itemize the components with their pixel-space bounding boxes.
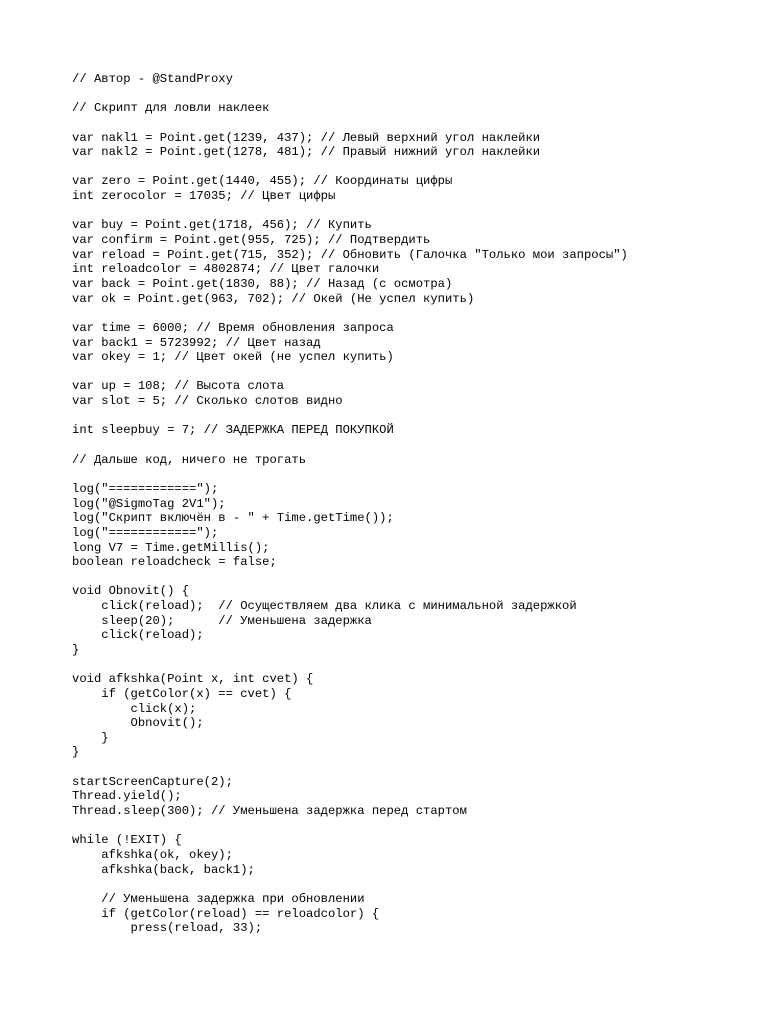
- code-line: boolean reloadcheck = false;: [72, 555, 277, 570]
- code-line: void afkshka(Point x, int cvet) {: [72, 672, 314, 687]
- blank-line: [72, 204, 628, 219]
- blank-line: [72, 365, 628, 380]
- code-line: void Obnovit() {: [72, 584, 190, 599]
- code-line: afkshka(back, back1);: [72, 862, 255, 877]
- code-line: click(reload); // Осуществляем два клика с минимальной задержкой: [72, 599, 577, 614]
- code-line: }: [72, 745, 80, 760]
- code-line: }: [72, 642, 80, 657]
- code-line: var nakl2 = Point.get(1278, 481); // Правый нижний угол наклейки: [72, 145, 541, 160]
- blank-line: [72, 306, 628, 321]
- blank-line: [72, 160, 628, 175]
- blank-line: [72, 409, 628, 424]
- blank-line: [72, 760, 628, 775]
- code-line: click(reload);: [72, 628, 204, 643]
- code-line: var buy = Point.get(1718, 456); // Купить: [72, 218, 372, 233]
- code-block: [72, 72, 628, 936]
- code-line: var reload = Point.get(715, 352); // Обновить (Галочка "Только мои запросы"): [72, 247, 628, 262]
- code-line: // Скрипт для ловли наклеек: [72, 101, 270, 116]
- code-line: var zero = Point.get(1440, 455); // Координаты цифры: [72, 174, 453, 189]
- code-line: int reloadcolor = 4802874; // Цвет галочки: [72, 262, 380, 277]
- blank-line: [72, 116, 628, 131]
- code-line: var okey = 1; // Цвет окей (не успел купить): [72, 350, 394, 365]
- blank-line: [72, 877, 628, 892]
- blank-line: [72, 658, 628, 673]
- blank-line: [72, 87, 628, 102]
- code-line: log("============");: [72, 525, 219, 540]
- code-line: var slot = 5; // Сколько слотов видно: [72, 394, 343, 409]
- code-line: press(reload, 33);: [72, 921, 263, 936]
- code-line: log("@SigmoTag 2V1");: [72, 496, 226, 511]
- code-line: var confirm = Point.get(955, 725); // Подтвердить: [72, 233, 431, 248]
- code-line: var back = Point.get(1830, 88); // Назад (с осмотра): [72, 276, 453, 291]
- code-line: var ok = Point.get(963, 702); // Окей (Не успел купить): [72, 291, 475, 306]
- code-line: // Автор - @StandProxy: [72, 72, 233, 86]
- code-line: int sleepbuy = 7; // ЗАДЕРЖКА ПЕРЕД ПОКУПКОЙ: [72, 423, 394, 438]
- code-line: if (getColor(reload) == reloadcolor) {: [72, 906, 380, 921]
- code-line: }: [72, 730, 109, 745]
- code-line: long V7 = Time.getMillis();: [72, 540, 270, 555]
- code-line: if (getColor(x) == cvet) {: [72, 686, 292, 701]
- code-line: Obnovit();: [72, 716, 204, 731]
- code-line: while (!EXIT) {: [72, 833, 182, 848]
- code-line: var nakl1 = Point.get(1239, 437); // Левый верхний угол наклейки: [72, 130, 541, 145]
- code-line: afkshka(ok, okey);: [72, 847, 233, 862]
- code-line: // Уменьшена задержка при обновлении: [72, 891, 365, 906]
- blank-line: [72, 819, 628, 834]
- code-line: log("============");: [72, 481, 219, 496]
- code-line: int zerocolor = 17035; // Цвет цифры: [72, 189, 336, 204]
- code-line: var up = 108; // Высота слота: [72, 379, 285, 394]
- code-line: // Дальше код, ничего не трогать: [72, 452, 307, 467]
- code-line: Thread.yield();: [72, 789, 182, 804]
- code-line: startScreenCapture(2);: [72, 774, 233, 789]
- code-line: sleep(20); // Уменьшена задержка: [72, 613, 372, 628]
- blank-line: [72, 570, 628, 585]
- code-line: log("Скрипт включён в - " + Time.getTime());: [72, 511, 394, 526]
- code-line: var back1 = 5723992; // Цвет назад: [72, 335, 321, 350]
- blank-line: [72, 438, 628, 453]
- code-line: click(x);: [72, 701, 197, 716]
- code-line: Thread.sleep(300); // Уменьшена задержка перед стартом: [72, 804, 467, 819]
- blank-line: [72, 467, 628, 482]
- code-line: var time = 6000; // Время обновления запроса: [72, 320, 394, 335]
